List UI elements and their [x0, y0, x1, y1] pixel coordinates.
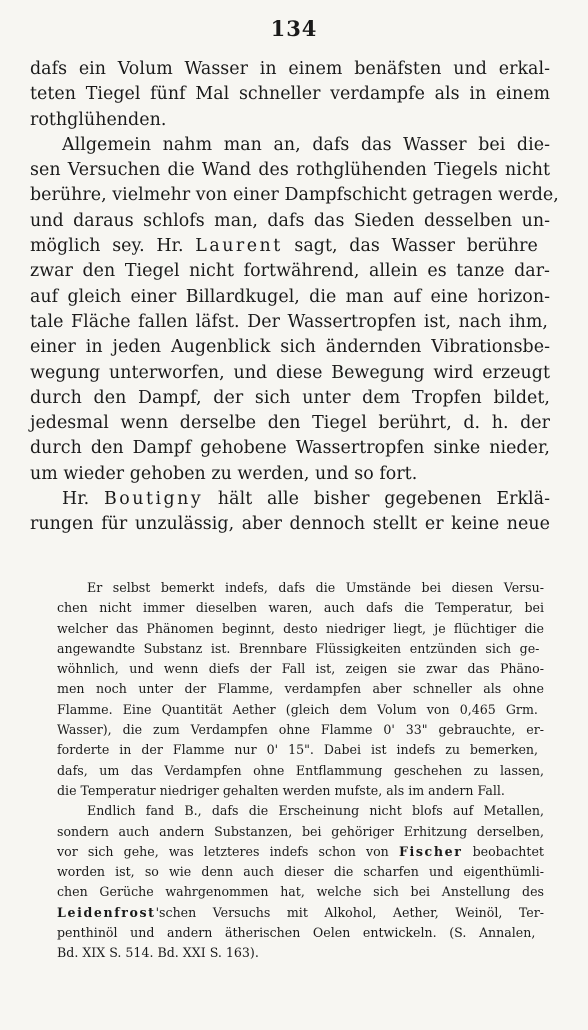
footnote-line — [57, 761, 544, 781]
body-line — [30, 386, 550, 411]
body-line — [30, 462, 550, 487]
body-line — [30, 234, 550, 259]
body-line — [30, 108, 550, 133]
text-segment: teten Tiegel fünf Mal schneller verdampfe als in einem — [30, 84, 550, 105]
text-segment: dafs, um das Verdampfen ohne Entflammung geschehen zu lassen, — [57, 762, 544, 778]
body-line — [30, 133, 550, 158]
text-segment: sen Versuchen die Wand des rothglühenden Tiegels nicht — [30, 160, 550, 181]
text-segment: Wasser), die zum Verdampfen ohne Flamme 0' 33" gebrauchte, er- — [57, 722, 544, 738]
body-line — [30, 487, 550, 512]
text-segment: wöhnlich, und wenn diefs der Fall ist, zeigen sie zwar das Phäno- — [57, 661, 544, 677]
text-segment: durch den Dampf, der sich unter dem Tropfen bildet, — [30, 387, 550, 408]
body-line — [30, 285, 550, 310]
text-segment: angewandte Substanz ist. Brennbare Flüssigkeiten entzünden sich ge- — [57, 640, 540, 656]
body-line — [30, 259, 550, 284]
footnote-line — [57, 862, 544, 882]
body-line — [30, 158, 550, 183]
text-segment: Flamme. Eine Quantität Aether (gleich dem Volum von 0,465 Grm. — [57, 701, 538, 717]
text-segment: hält alle bisher gegebenen Erklä- — [203, 489, 551, 510]
text-segment: durch den Dampf gehobene Wassertropfen sinke nieder, — [30, 438, 550, 459]
text-segment: zwar den Tiegel nicht fortwährend, allein es tanze dar- — [30, 261, 550, 282]
text-segment: möglich sey. Hr. — [30, 236, 196, 257]
text-segment: auf gleich einer Billardkugel, die man auf eine horizon- — [30, 286, 550, 307]
text-segment: 'schen Versuchs mit Alkohol, Aether, Weinöl, Ter- — [155, 904, 544, 920]
text-segment: jedesmal wenn derselbe den Tiegel berührt, d. h. der — [30, 413, 550, 434]
footnote-line — [57, 720, 544, 740]
footnote-line — [57, 639, 544, 659]
body-line — [30, 436, 550, 461]
spaced-name: Fischer — [398, 843, 463, 859]
text-segment: einer in jeden Augenblick sich ändernden Vibrationsbe- — [30, 337, 550, 358]
text-segment: tale Fläche fallen läfst. Der Wassertropfen ist, nach ihm, — [30, 311, 548, 332]
text-segment: Bd. XIX S. 514. Bd. XXI S. 163). — [57, 945, 259, 961]
footnote-line — [57, 700, 544, 720]
body-line — [30, 512, 550, 537]
body-line — [30, 411, 550, 436]
footnote-line — [57, 801, 544, 821]
text-segment: chen Gerüche wahrgenommen hat, welche sich bei Anstellung des — [57, 884, 544, 900]
text-segment: berühre, vielmehr von einer Dampfschicht getragen werde, — [30, 185, 559, 206]
body-line — [30, 310, 550, 335]
body-line — [30, 209, 550, 234]
footnote-line — [57, 822, 544, 842]
spaced-name: Leidenfrost — [57, 904, 156, 920]
text-segment: Allgemein nahm man an, dafs das Wasser bei die- — [62, 134, 550, 155]
body-line — [30, 57, 550, 82]
text-segment: sondern auch andern Substanzen, bei gehöriger Erhitzung derselben, — [57, 823, 544, 839]
body-line — [30, 335, 550, 360]
footnote-line — [57, 923, 544, 943]
text-segment: und daraus schlofs man, dafs das Sieden desselben un- — [30, 210, 550, 231]
footnote-line — [57, 598, 544, 618]
footnote-line — [57, 943, 544, 963]
text-segment: worden ist, so wie denn auch dieser die scharfen und eigenthümli- — [57, 864, 544, 880]
text-segment: men noch unter der Flamme, verdampfen aber schneller als ohne — [57, 681, 544, 697]
text-segment: welcher das Phänomen beginnt, desto niedriger liegt, je flüchtiger die — [57, 620, 544, 636]
spaced-name: Laurent — [195, 236, 283, 257]
text-segment: beobachtet — [462, 843, 544, 859]
text-segment: wegung unterworfen, und diese Bewegung wird erzeugt — [30, 362, 550, 383]
footnote-block — [57, 578, 544, 964]
footnote-line — [57, 659, 544, 679]
text-segment: sagt, das Wasser berühre — [282, 236, 538, 257]
text-segment: penthinöl und andern ätherischen Oelen entwickeln. (S. Annalen, — [57, 925, 536, 941]
text-segment: chen nicht immer dieselben waren, auch dafs die Temperatur, bei — [57, 600, 544, 616]
text-segment: forderte in der Flamme nur 0' 15". Dabei ist indefs zu bemerken, — [57, 742, 539, 758]
text-segment: um wieder gehoben zu werden, und so fort. — [30, 463, 418, 484]
text-segment: vor sich gehe, was letzteres indefs schon von — [57, 843, 399, 859]
text-segment: Endlich fand B., dafs die Erscheinung nicht blofs auf Metallen, — [87, 803, 544, 819]
text-segment: dafs ein Volum Wasser in einem benäfsten und erkal- — [30, 59, 550, 79]
footnote-line — [57, 740, 544, 760]
spaced-name: Boutigny — [104, 489, 204, 510]
footnote-line — [57, 882, 544, 902]
text-segment: rothglühenden. — [30, 109, 167, 130]
text-segment: rungen für unzulässig, aber dennoch stellt er keine neue — [30, 514, 550, 535]
main-text-block — [30, 57, 559, 538]
body-line — [30, 361, 550, 386]
footnote-line — [57, 903, 544, 923]
text-segment: Er selbst bemerkt indefs, dafs die Umstände bei diesen Versu- — [87, 580, 544, 595]
footnote-line — [57, 619, 544, 639]
page-number: 134 — [270, 16, 318, 41]
footnote-line — [57, 781, 544, 801]
footnote-line — [57, 679, 544, 699]
body-line — [30, 183, 559, 208]
footnote-line — [57, 578, 544, 598]
text-segment: die Temperatur niedriger gehalten werden mufste, als im andern Fall. — [57, 782, 505, 798]
text-segment: Hr. — [62, 489, 104, 510]
footnote-line — [57, 842, 544, 862]
body-line — [30, 82, 550, 107]
